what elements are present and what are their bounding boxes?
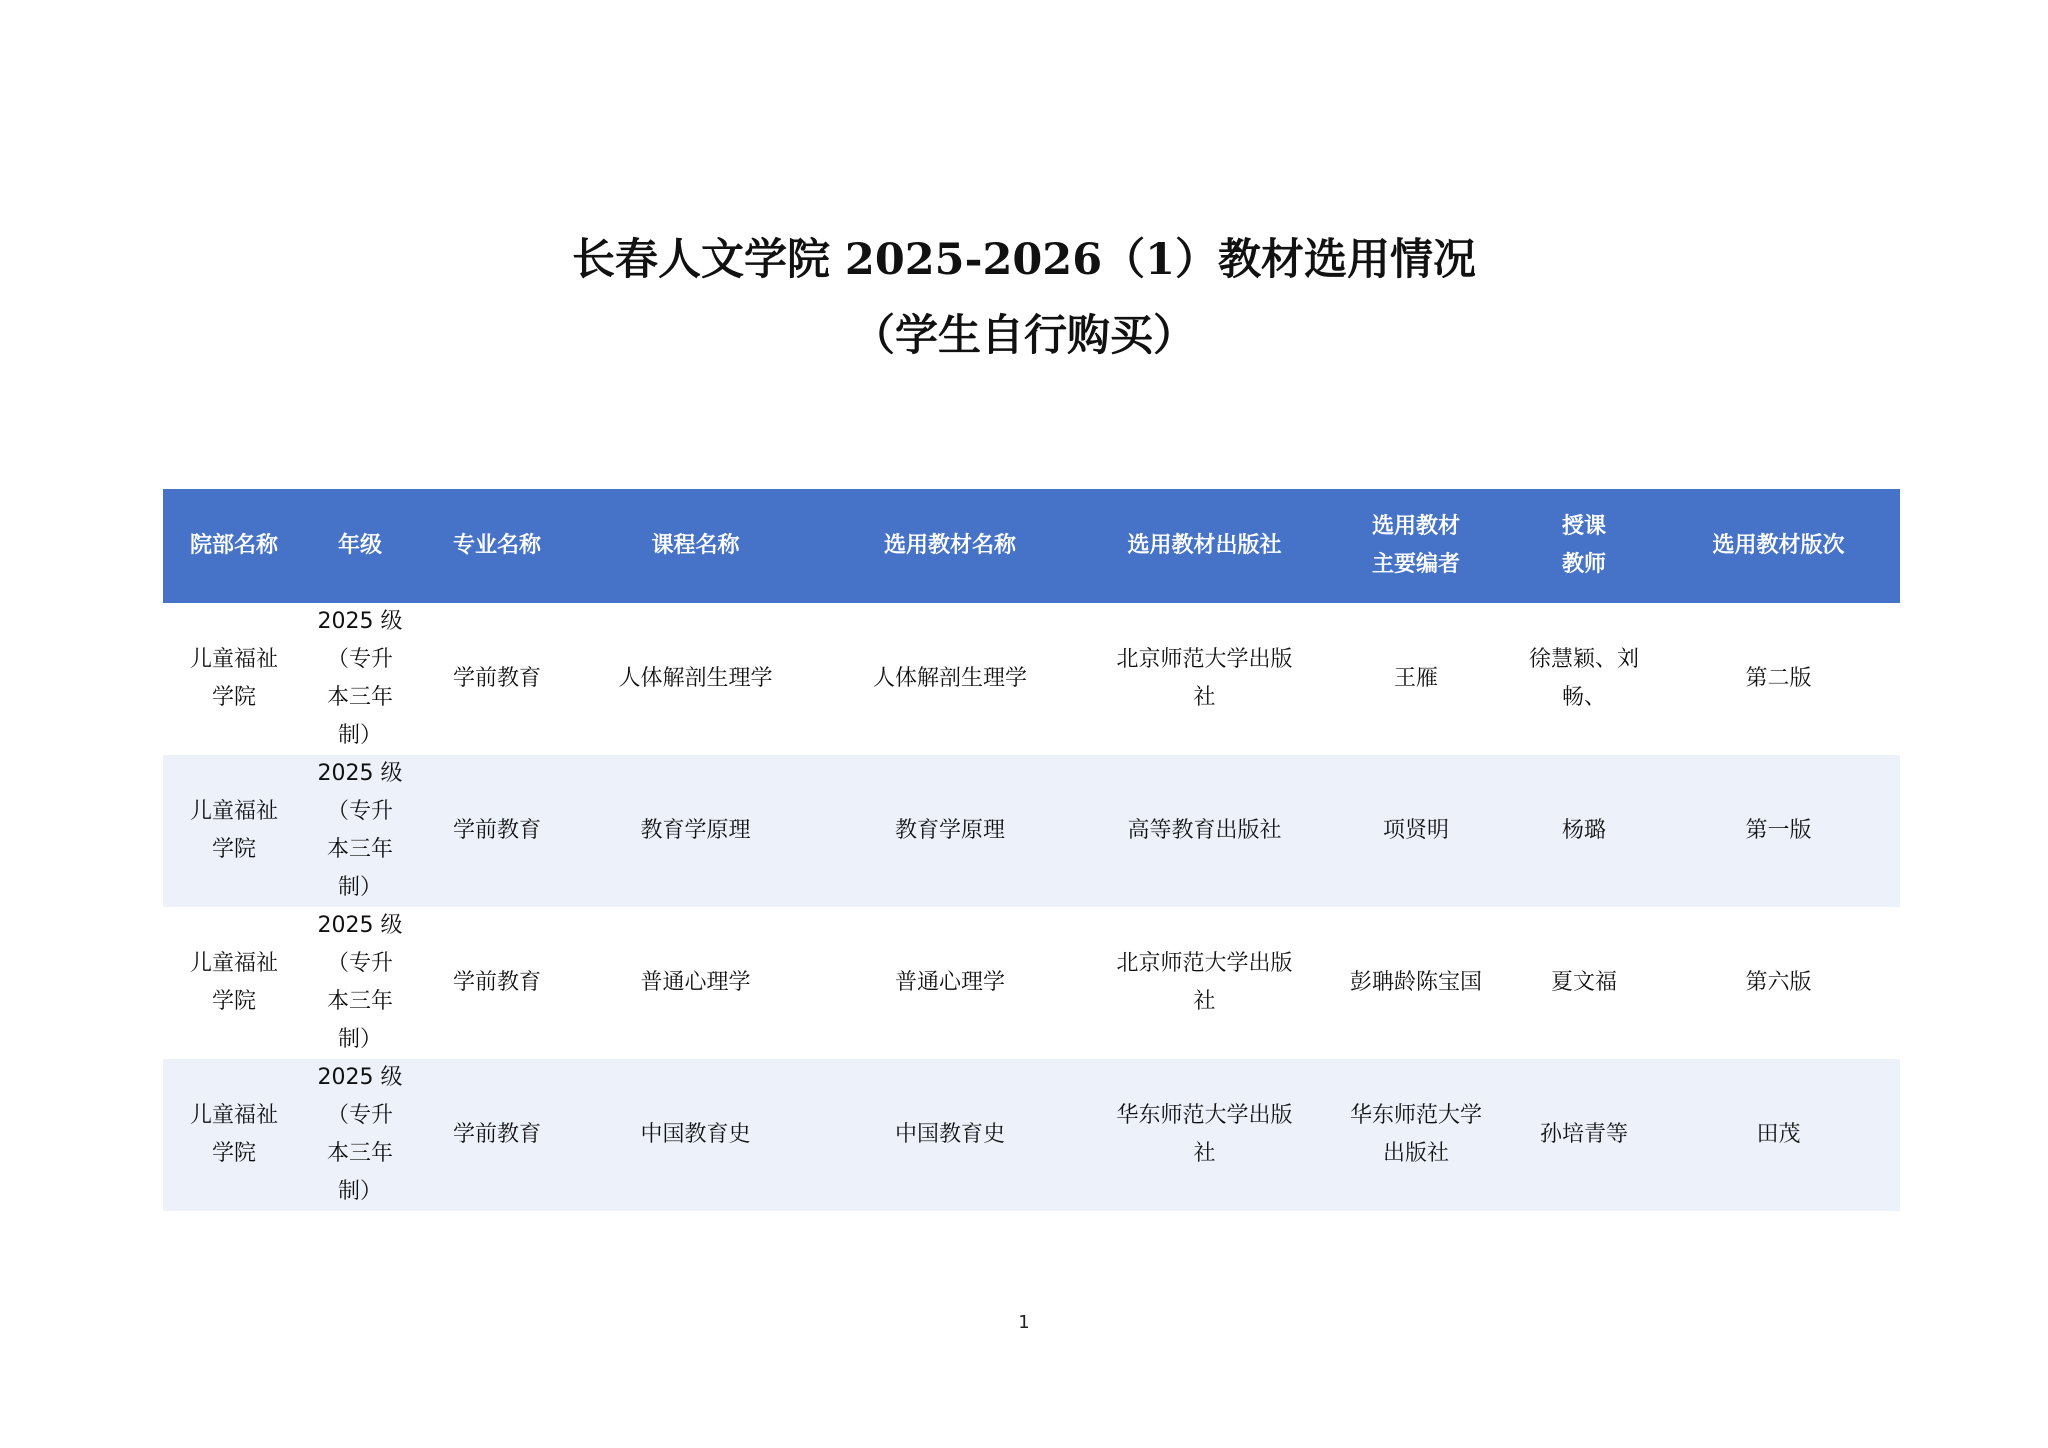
table-row: [163, 907, 1900, 1059]
textbook-selection-table: [163, 489, 1900, 1211]
cell-teacher: 夏文福: [1511, 907, 1657, 1059]
cell-major: 学前教育: [415, 1059, 579, 1211]
cell-department: 儿童福祉 学院: [163, 603, 305, 755]
cell-textbook: 中国教育史: [812, 1059, 1088, 1211]
table-header-row: [163, 489, 1900, 603]
header-textbook: 选用教材名称: [812, 489, 1088, 603]
cell-major: 学前教育: [415, 603, 579, 755]
header-editor: 选用教材 主要编者: [1321, 489, 1511, 603]
cell-publisher: 北京师范大学出版 社: [1088, 907, 1321, 1059]
cell-textbook: 教育学原理: [812, 755, 1088, 907]
table-row: [163, 603, 1900, 755]
cell-teacher: 孙培青等: [1511, 1059, 1657, 1211]
table-row: [163, 755, 1900, 907]
cell-editor: 王雁: [1321, 603, 1511, 755]
cell-grade: 2025 级 （专升 本三年 制）: [305, 603, 415, 755]
cell-grade: 2025 级 （专升 本三年 制）: [305, 907, 415, 1059]
cell-department: 儿童福祉 学院: [163, 907, 305, 1059]
cell-editor: 项贤明: [1321, 755, 1511, 907]
cell-grade: 2025 级 （专升 本三年 制）: [305, 1059, 415, 1211]
cell-textbook: 普通心理学: [812, 907, 1088, 1059]
cell-textbook: 人体解剖生理学: [812, 603, 1088, 755]
cell-publisher: 北京师范大学出版 社: [1088, 603, 1321, 755]
header-edition: 选用教材版次: [1657, 489, 1900, 603]
cell-course: 普通心理学: [579, 907, 812, 1059]
cell-editor: 彭聃龄陈宝国: [1321, 907, 1511, 1059]
cell-department: 儿童福祉 学院: [163, 1059, 305, 1211]
header-publisher: 选用教材出版社: [1088, 489, 1321, 603]
page-number: 1: [1018, 1312, 1030, 1333]
cell-publisher: 华东师范大学出版 社: [1088, 1059, 1321, 1211]
cell-course: 中国教育史: [579, 1059, 812, 1211]
header-grade: 年级: [305, 489, 415, 603]
cell-department: 儿童福祉 学院: [163, 755, 305, 907]
header-department: 院部名称: [163, 489, 305, 603]
title-main: 长春人文学院 2025-2026（1）教材选用情况: [571, 235, 1477, 285]
cell-major: 学前教育: [415, 907, 579, 1059]
title-subtitle: （学生自行购买）: [852, 311, 1196, 361]
document-title: [0, 222, 2048, 374]
cell-teacher: 徐慧颖、刘 畅、: [1511, 603, 1657, 755]
table-row: [163, 1059, 1900, 1211]
cell-course: 人体解剖生理学: [579, 603, 812, 755]
cell-edition: 第一版: [1657, 755, 1900, 907]
header-course: 课程名称: [579, 489, 812, 603]
header-major: 专业名称: [415, 489, 579, 603]
cell-editor: 华东师范大学 出版社: [1321, 1059, 1511, 1211]
cell-edition: 第二版: [1657, 603, 1900, 755]
cell-grade: 2025 级 （专升 本三年 制）: [305, 755, 415, 907]
cell-edition: 第六版: [1657, 907, 1900, 1059]
cell-teacher: 杨璐: [1511, 755, 1657, 907]
cell-major: 学前教育: [415, 755, 579, 907]
header-teacher: 授课 教师: [1511, 489, 1657, 603]
cell-publisher: 高等教育出版社: [1088, 755, 1321, 907]
cell-edition: 田茂: [1657, 1059, 1900, 1211]
cell-course: 教育学原理: [579, 755, 812, 907]
